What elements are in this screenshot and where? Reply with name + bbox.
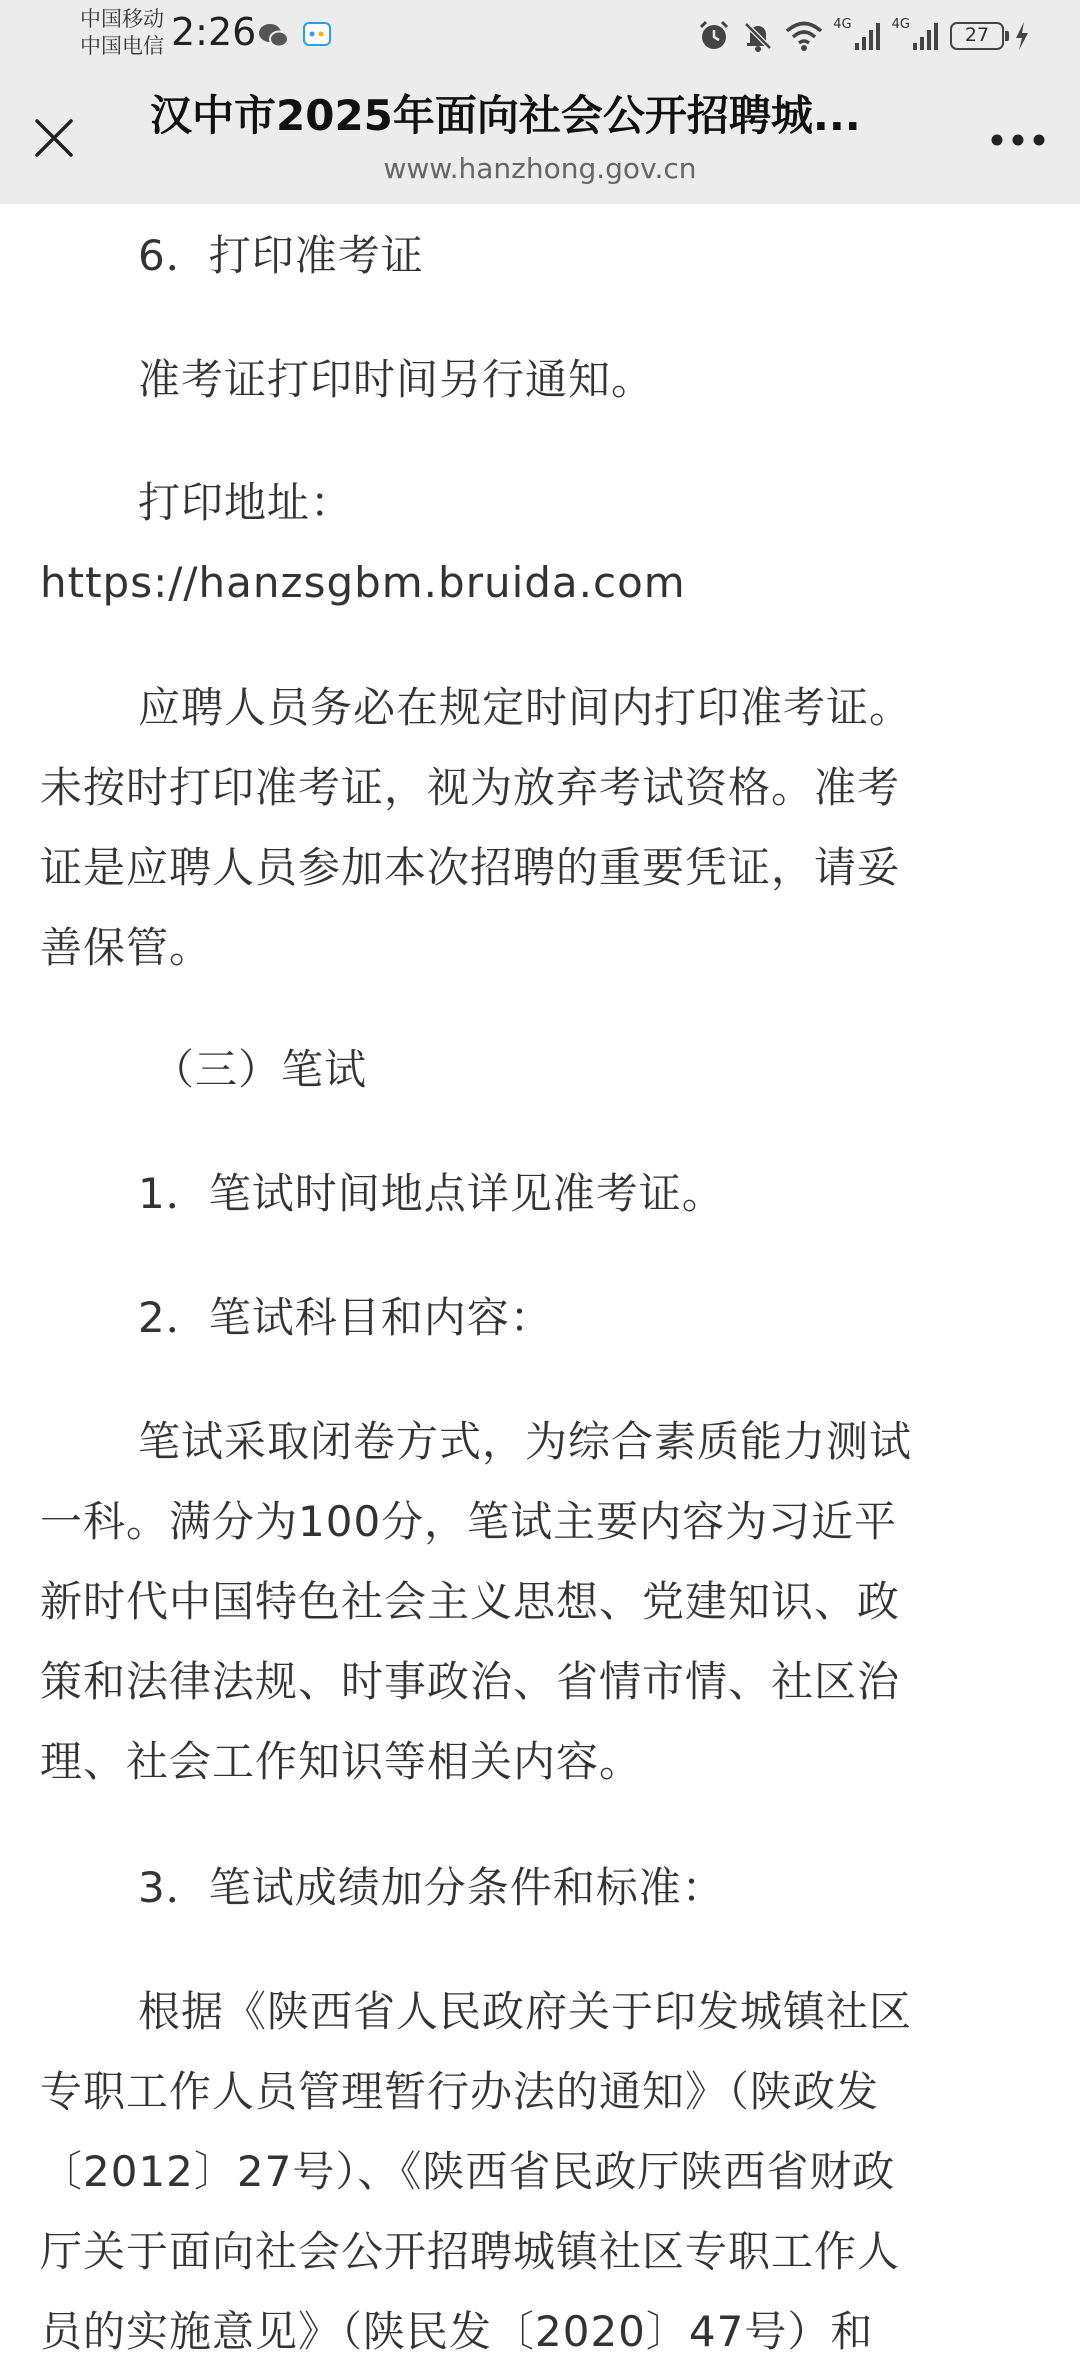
close-icon — [34, 118, 74, 158]
text-line: 证是应聘人员参加本次招聘的重要凭证，请妥 — [40, 843, 901, 892]
bell-off-icon — [741, 19, 775, 53]
text-line: 策和法律法规、时事政治、省情市情、社区治 — [40, 1657, 901, 1706]
status-bar — [0, 0, 1080, 66]
signal-icon-2 — [912, 21, 940, 51]
signal-icon-1 — [854, 21, 882, 51]
wifi-icon — [785, 20, 823, 52]
item6-notice: 准考证打印时间另行通知。 — [138, 355, 655, 404]
text-line: 新时代中国特色社会主义思想、党建知识、政 — [40, 1577, 901, 1626]
text-line: 善保管。 — [40, 923, 213, 972]
address-label: 打印地址： — [138, 478, 354, 527]
text-line: 理、社会工作知识等相关内容。 — [40, 1737, 643, 1786]
network-type-2: 4G — [891, 16, 910, 32]
text-line: 一科。满分为100分，笔试主要内容为习近平 — [40, 1497, 898, 1546]
print-address — [40, 463, 1040, 623]
must-print-paragraph — [40, 668, 1040, 988]
status-indicators — [697, 16, 1030, 56]
text-line: 〔2012〕27号）、《陕西省民政厅陕西省财政 — [40, 2147, 896, 2196]
alarm-icon — [697, 19, 731, 53]
carrier-info — [80, 6, 164, 60]
status-time: 2:26 — [171, 10, 257, 54]
charging-icon — [1014, 21, 1030, 51]
text-line: 笔试采取闭卷方式，为综合素质能力测试 — [138, 1417, 913, 1466]
item6-heading: 6．打印准考证 — [138, 231, 424, 280]
written-item-2: 2．笔试科目和内容： — [138, 1293, 553, 1342]
carrier-2: 中国电信 — [80, 34, 164, 58]
more-icon — [990, 133, 1046, 147]
notification-app-icons — [258, 20, 338, 52]
page-url: www.hanzhong.gov.cn — [383, 152, 697, 185]
page-title: 汉中市2025年面向社会公开招聘城... — [150, 91, 861, 140]
text-line: 未按时打印准考证，视为放弃考试资格。准考 — [40, 763, 901, 812]
network-type-1: 4G — [833, 16, 852, 32]
text-line: 厅关于面向社会公开招聘城镇社区专职工作人 — [40, 2227, 901, 2276]
text-line: 根据《陕西省人民政府关于印发城镇社区 — [138, 1987, 913, 2036]
text-line: 应聘人员务必在规定时间内打印准考证。 — [138, 683, 913, 732]
written-item-3: 3．笔试成绩加分条件和标准： — [138, 1863, 725, 1912]
more-options-button[interactable] — [982, 110, 1054, 170]
battery-level: 27 — [964, 24, 990, 46]
written-item-1: 1．笔试时间地点详见准考证。 — [138, 1169, 725, 1218]
messages-icon — [304, 23, 330, 45]
exam-content-paragraph — [40, 1402, 1040, 1802]
basis-paragraph — [40, 1972, 1040, 2372]
carrier-1: 中国移动 — [80, 7, 164, 31]
wechat-icon — [259, 24, 288, 47]
text-line: 专职工作人员管理暂行办法的通知》（陕政发 — [40, 2067, 880, 2116]
close-button[interactable] — [22, 106, 86, 170]
browser-header — [0, 66, 1080, 204]
section3-heading: （三）笔试 — [152, 1045, 368, 1094]
text-line: 员的实施意见》（陕民发〔2020〕47号）和 — [40, 2307, 874, 2356]
battery-indicator — [950, 22, 1004, 50]
address-link[interactable]: https://hanzsgbm.bruida.com — [40, 558, 686, 607]
